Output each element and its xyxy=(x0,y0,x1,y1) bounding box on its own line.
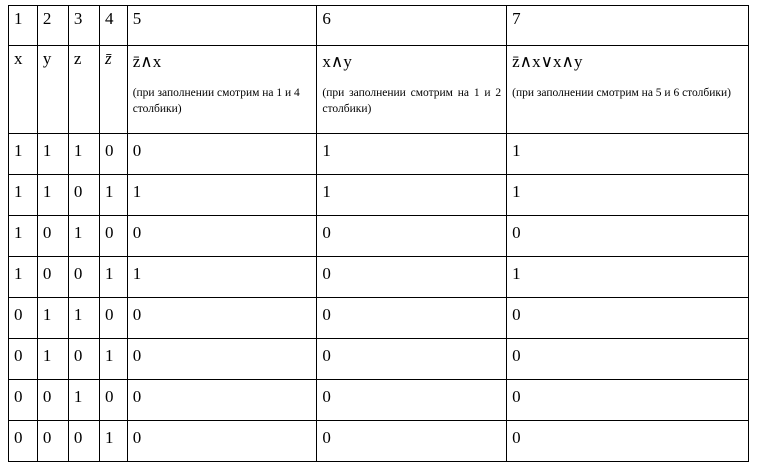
table-cell: 0 xyxy=(68,339,99,380)
table-cell: 0 xyxy=(507,421,749,462)
table-cell: 0 xyxy=(9,380,38,421)
table-cell: 1 xyxy=(9,257,38,298)
column-number-row xyxy=(9,6,749,46)
table-row xyxy=(9,257,749,298)
table-cell: 1 xyxy=(127,257,317,298)
col7-expression: z̄∧x∨x∧y xyxy=(512,52,583,71)
table-cell: 0 xyxy=(68,421,99,462)
table-cell: 0 xyxy=(9,298,38,339)
table-cell: 0 xyxy=(99,216,127,257)
table-row xyxy=(9,339,749,380)
table-cell: 0 xyxy=(37,421,68,462)
table-cell: 0 xyxy=(127,421,317,462)
table-cell: 0 xyxy=(317,339,507,380)
header-x: x xyxy=(9,46,38,134)
table-cell: 0 xyxy=(99,134,127,175)
table-cell: 0 xyxy=(9,421,38,462)
column-number-7: 7 xyxy=(507,6,749,46)
header-col5 xyxy=(127,46,317,134)
table-cell: 1 xyxy=(507,175,749,216)
table-row xyxy=(9,298,749,339)
table-cell: 1 xyxy=(9,175,38,216)
table-cell: 0 xyxy=(127,380,317,421)
table-cell: 0 xyxy=(37,216,68,257)
col5-note: (при заполнении смотрим на 1 и 4 столбики) xyxy=(132,87,300,115)
column-number-4: 4 xyxy=(99,6,127,46)
table-cell: 1 xyxy=(99,421,127,462)
table-cell: 0 xyxy=(507,380,749,421)
table-cell: 1 xyxy=(127,175,317,216)
table-row xyxy=(9,175,749,216)
table-cell: 1 xyxy=(9,134,38,175)
table-cell: 0 xyxy=(507,339,749,380)
table-cell: 0 xyxy=(68,175,99,216)
table-cell: 1 xyxy=(317,134,507,175)
table-cell: 0 xyxy=(127,339,317,380)
table-cell: 1 xyxy=(68,380,99,421)
table-cell: 1 xyxy=(37,339,68,380)
table-cell: 0 xyxy=(317,216,507,257)
table-cell: 1 xyxy=(68,298,99,339)
table-cell: 0 xyxy=(99,380,127,421)
table-cell: 1 xyxy=(37,298,68,339)
table-cell: 1 xyxy=(317,175,507,216)
table-cell: 1 xyxy=(37,134,68,175)
table-cell: 0 xyxy=(9,339,38,380)
column-number-6: 6 xyxy=(317,6,507,46)
header-not-z: z̄ xyxy=(99,46,127,134)
table-row xyxy=(9,380,749,421)
table-cell: 0 xyxy=(317,421,507,462)
col5-expression: z̄∧x xyxy=(132,52,162,71)
table-cell: 0 xyxy=(99,298,127,339)
table-cell: 0 xyxy=(68,257,99,298)
table-cell: 1 xyxy=(68,134,99,175)
table-row xyxy=(9,134,749,175)
table-cell: 1 xyxy=(99,175,127,216)
table-cell: 0 xyxy=(317,257,507,298)
col7-note: (при заполнении смотрим на 5 и 6 столбики) xyxy=(512,87,731,99)
table-cell: 1 xyxy=(37,175,68,216)
table-cell: 0 xyxy=(507,216,749,257)
col6-note: (при заполнении смотрим на 1 и 2 столбики) xyxy=(322,87,502,115)
header-row xyxy=(9,46,749,134)
col6-expression: x∧y xyxy=(322,52,352,71)
column-number-2: 2 xyxy=(37,6,68,46)
table-cell: 1 xyxy=(99,339,127,380)
table-cell: 0 xyxy=(127,134,317,175)
table-cell: 1 xyxy=(9,216,38,257)
column-number-5: 5 xyxy=(127,6,317,46)
table-cell: 0 xyxy=(317,380,507,421)
header-y: y xyxy=(37,46,68,134)
header-z: z xyxy=(68,46,99,134)
table-cell: 0 xyxy=(507,298,749,339)
table-cell: 0 xyxy=(127,216,317,257)
column-number-1: 1 xyxy=(9,6,38,46)
table-cell: 0 xyxy=(127,298,317,339)
table-row xyxy=(9,216,749,257)
header-col7 xyxy=(507,46,749,134)
truth-table xyxy=(8,5,749,462)
table-cell: 1 xyxy=(68,216,99,257)
data-rows xyxy=(9,134,749,462)
table-cell: 0 xyxy=(317,298,507,339)
table-cell: 1 xyxy=(99,257,127,298)
table-cell: 0 xyxy=(37,257,68,298)
table-cell: 1 xyxy=(507,257,749,298)
table-cell: 1 xyxy=(507,134,749,175)
header-col6 xyxy=(317,46,507,134)
column-number-3: 3 xyxy=(68,6,99,46)
table-cell: 0 xyxy=(37,380,68,421)
table-row xyxy=(9,421,749,462)
